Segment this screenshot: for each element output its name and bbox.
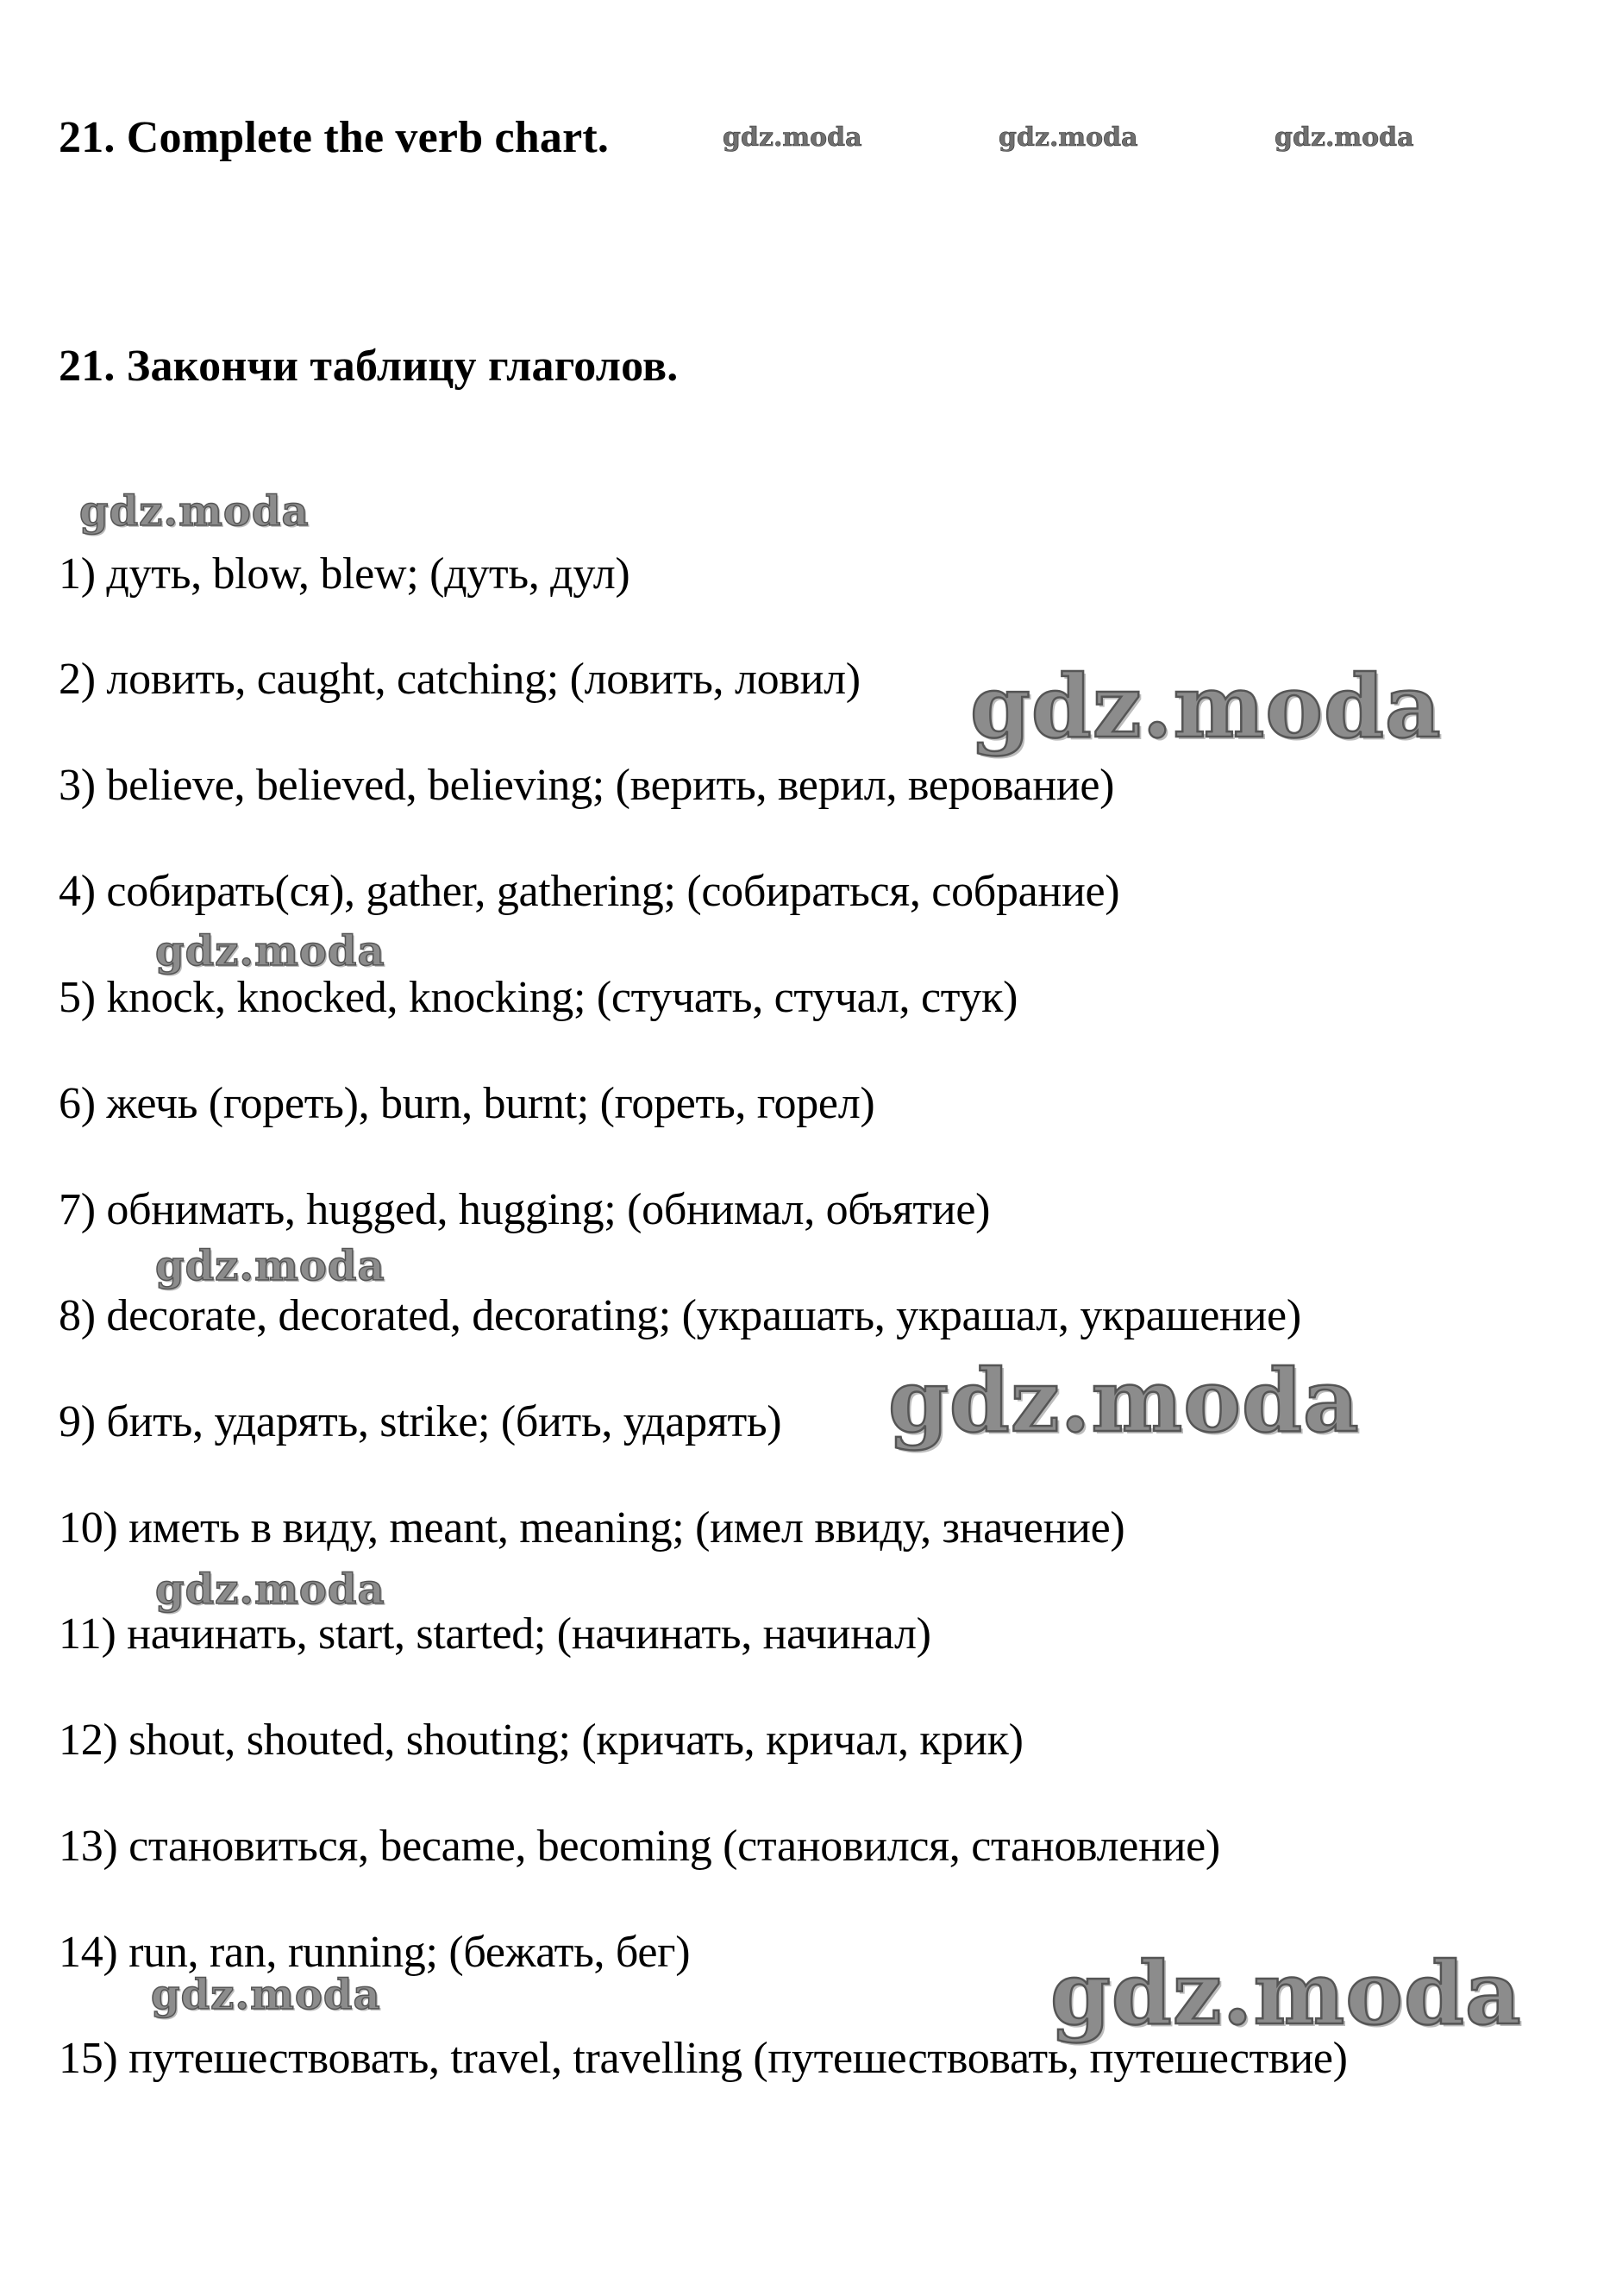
watermark-8: gdz.moda [151, 1971, 381, 2019]
answer-line-10: 10) иметь в виду, meant, meaning; (имел ввиду, значение) [59, 1503, 1125, 1553]
watermark-6: gdz.moda [155, 1565, 385, 1614]
answer-line-3: 3) believe, believed, believing; (верить, верил, верование) [59, 761, 1115, 810]
answer-line-5: 5) knock, knocked, knocking; (стучать, стучал, стук) [59, 973, 1018, 1022]
watermark-header-1: gdz.moda [723, 122, 862, 153]
answer-line-12: 12) shout, shouted, shouting; (кричать, кричал, крик) [59, 1716, 1024, 1765]
answer-line-11: 11) начинать, start, started; (начинать, начинал) [59, 1609, 931, 1659]
answer-line-9: 9) бить, ударять, strike; (бить, ударять) [59, 1397, 782, 1446]
answer-line-15: 15) путешествовать, travel, travelling (путешествовать, путешествие) [59, 2034, 1348, 2083]
watermark-5: gdz.moda [888, 1350, 1360, 1452]
answer-line-1: 1) дуть, blow, blew; (дуть, дул) [59, 549, 630, 599]
answer-line-8: 8) decorate, decorated, decorating; (украшать, украшал, украшение) [59, 1291, 1301, 1340]
watermark-7: gdz.moda [1050, 1942, 1522, 2044]
exercise-heading-russian: 21. Закончи таблицу глаголов. [59, 342, 679, 391]
watermark-header-3: gdz.moda [1275, 122, 1414, 153]
answer-line-14: 14) run, ran, running; (бежать, бег) [59, 1928, 691, 1977]
answer-line-13: 13) становиться, became, becoming (становился, становление) [59, 1822, 1220, 1871]
watermark-4: gdz.moda [155, 1242, 385, 1290]
answer-line-7: 7) обнимать, hugged, hugging; (обнимал, объятие) [59, 1185, 991, 1234]
answer-line-6: 6) жечь (гореть), burn, burnt; (гореть, горел) [59, 1079, 875, 1128]
exercise-heading-english: 21. Complete the verb chart. [59, 113, 610, 162]
answer-line-2: 2) ловить, caught, catching; (ловить, ловил) [59, 655, 861, 704]
answer-line-4: 4) собирать(ся), gather, gathering; (собираться, собрание) [59, 867, 1120, 916]
watermark-3: gdz.moda [155, 927, 385, 975]
watermark-header-2: gdz.moda [999, 122, 1138, 153]
watermark-1: gdz.moda [79, 487, 310, 536]
watermark-2: gdz.moda [970, 656, 1442, 757]
